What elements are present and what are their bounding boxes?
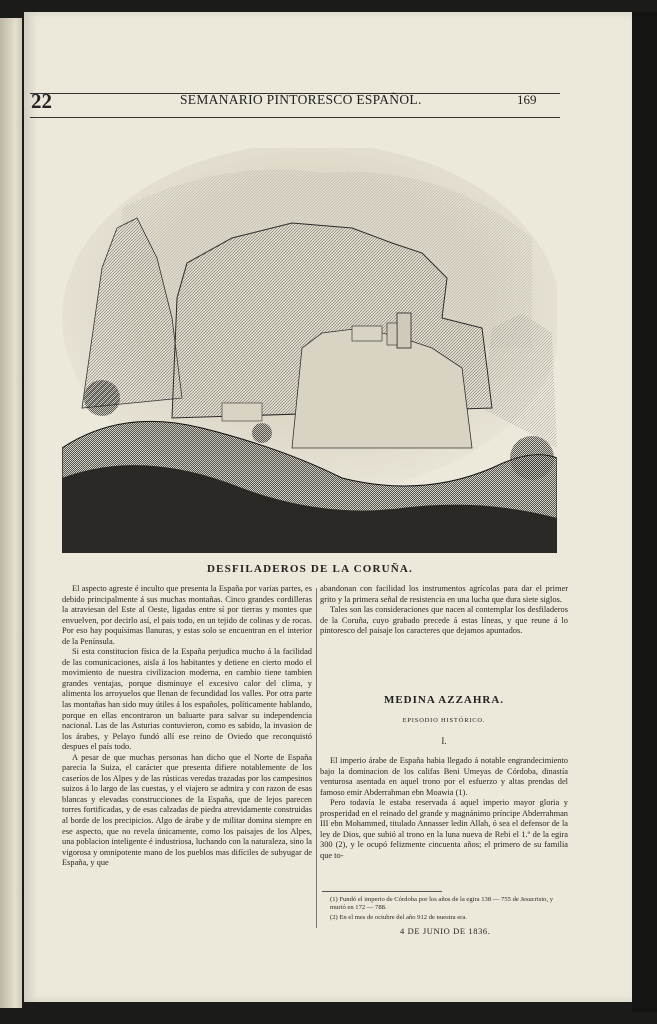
- paragraph: El aspecto agreste é inculto que presenta la España por varias partes, es debido principalmente á sus muchas montañas. Cinco grandes cordilleras la atraviesan del Este al Oeste, ligadas entre sí por tierras y montes que envuelven, por decirlo así, el pais todo, en un tejido de colinas y de rocas. Por eso hay poquísimas llanuras, y estas solo se encuentran en el interior de la Península.: [62, 584, 312, 646]
- running-head: SEMANARIO PINTORESCO ESPAÑOL.: [180, 92, 422, 107]
- right-column-top: [320, 584, 568, 637]
- paragraph: Pero todavía le estaba reservada á aquel imperio mayor gloria y prosperidad en el reinado del grande y magnánimo príncipe Abderrahman III ebn Mohammed, titulado Annasser ledin Allah, ó sea el defensor de la ley de Dios, que subió al trono en la luna nueva de Rebi el 1.º de la egira 300 (2), y le ocupó felizmente cincuenta años; el primero de su familia que to-: [320, 798, 568, 860]
- book-binding-edge: [632, 12, 657, 1012]
- left-column: [62, 584, 312, 869]
- section-number: I.: [441, 736, 447, 746]
- paragraph: Si esta constitucion física de la España perjudica mucho á la facilidad de las comunicaciones, aisla á los habitantes y detiene en cierto modo el movimiento de nuestra civilizacion moderna, en cambio tiene tambien grandes ventajas, porque disminuye el excesivo calor del clima, y alimenta los arroyuelos que llenan de fecundidad los valles. Por otra parte las montañas han sido muy útiles á los españoles, políticamente hablando, porque en ellas encontraron un baluarte para salvar su independencia nacional. Las de las Asturias contuvieron, como es sabido, la invasion de los árabes, y Pelayo fundó allí ese reino de Oviedo que reconquistó despues el país todo.: [62, 647, 312, 752]
- paragraph: Tales son las consideraciones que nacen al contemplar los desfiladeros de la Coruña, cuyo grabado precede á estas líneas, y que reune á lo pintoresco del paisaje los caracteres que dejamos apuntados.: [320, 605, 568, 636]
- page-number: 22: [31, 89, 52, 113]
- article-subtitle: EPISODIO HISTÓRICO.: [402, 717, 486, 724]
- paragraph: A pesar de que muchas personas han dicho que el Norte de España parecia la Suiza, el carácter que presenta difiere notablemente de los caseríos de los Alpes y de las rústicas veredas trazadas por los campesinos suizos á lo largo de las cuestas, y el viajero se admira y con razon de esas blancas y elevadas construcciones de la España, que de lejos parecen torres fortificadas, y de esas calzadas de piedra atrevidamente construidas al borde de los precipicios. Algo de árabe y de militar domina siempre en ese aspecto, que no revela únicamente, como los paisajes de los Alpes, una poblacion inteligente é industriosa, luchando con la naturaleza, sino la vigorosa y omnipotente mano de los pueblos mas difíciles de subyugar de España, y que: [62, 752, 312, 868]
- footnote-2: (2) En el mes de octubre del año 912 de nuestra era.: [330, 914, 467, 921]
- footnote-1: (1) Fundó el imperio de Córdoba por los años de la egira 138 — 755 de Jesucristo, y murió en 172 — 788.: [330, 896, 554, 912]
- rocky-gorge-icon: [62, 148, 557, 553]
- header-rule-bottom: [30, 117, 560, 118]
- facing-page-edge: [0, 18, 22, 1008]
- article-title-desfiladeros: DESFILADEROS DE LA CORUÑA.: [206, 563, 413, 575]
- paragraph: abandonan con facilidad los instrumentos agrícolas para dar el primer grito y la primera señal de resistencia en una lucha que dura siete siglos.: [320, 584, 568, 604]
- article-title-medina: MEDINA AZZAHRA.: [383, 694, 505, 706]
- paragraph: El imperio árabe de España habia llegado á notable engrandecimiento bajo la dominacion de los califas Beni Umeyas de Córdoba, dinastía venturosa asentada en aquel trono por el esfuerzo y altas prendas del famoso emir Abderrahman ebn Moawia (1).: [320, 756, 568, 797]
- right-column-bottom: [320, 756, 568, 861]
- issue-date: 4 DE JUNIO DE 1836.: [400, 926, 491, 936]
- column-divider: [316, 588, 317, 928]
- footnote-rule: [322, 891, 442, 892]
- folio-number: 169: [517, 92, 537, 107]
